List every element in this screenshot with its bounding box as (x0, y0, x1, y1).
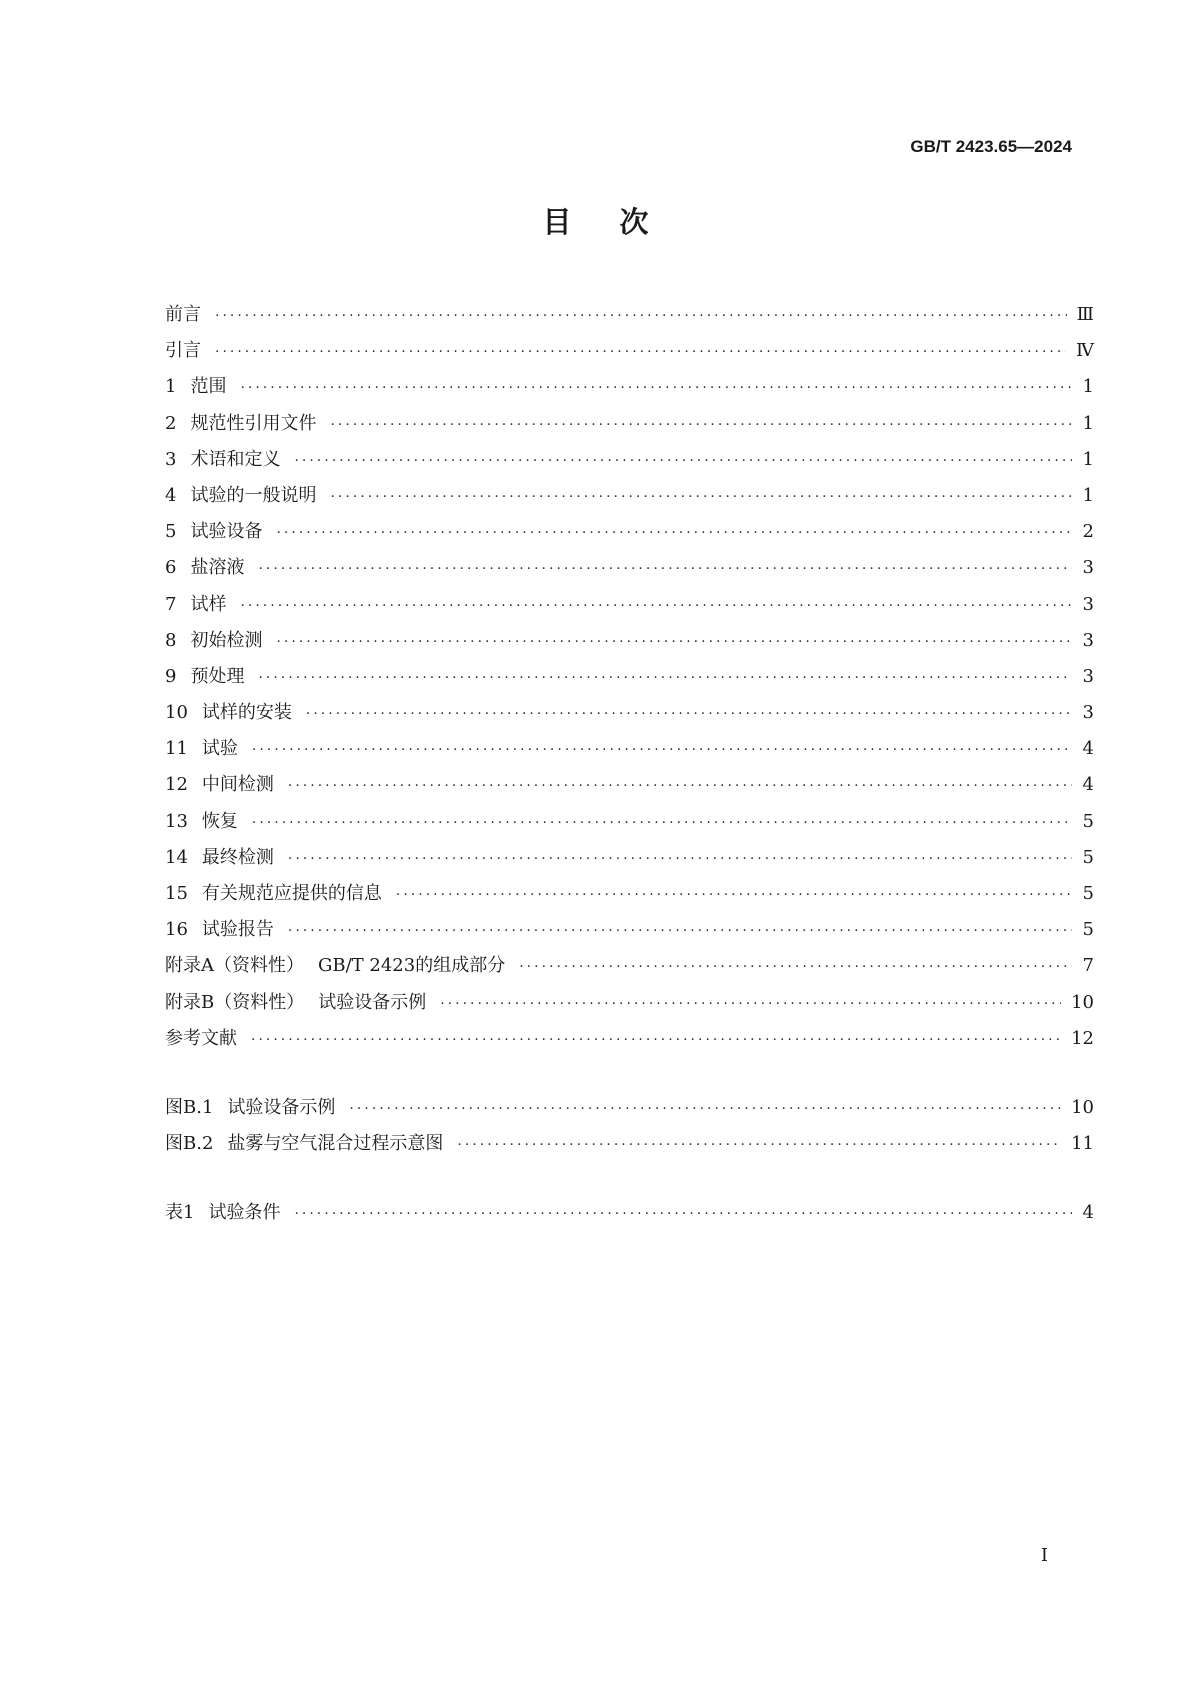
toc-entry-number: 16 (165, 919, 188, 941)
table-entry[interactable] (165, 1198, 1094, 1234)
toc-entry-page: 4 (1082, 1202, 1094, 1224)
toc-entry-number: 附录B（资料性） (165, 991, 305, 1013)
standard-code: GB/T 2423.65—2024 (910, 137, 1072, 156)
toc-entry-label: 前言 (165, 304, 201, 325)
dot-leader (215, 308, 1067, 324)
toc-entry-number: 图B.2 (165, 1133, 214, 1155)
dot-leader (294, 1206, 1072, 1222)
toc-entry-label: 试样的安装 (201, 702, 292, 724)
toc-entry-page: 1 (1082, 376, 1094, 398)
toc-entry-page: Ⅳ (1076, 340, 1094, 362)
toc-entry-label: 参考文献 (165, 1027, 237, 1049)
toc-entry-label: 盐雾与空气混合过程示意图 (227, 1133, 444, 1155)
toc-entry[interactable] (165, 300, 1094, 336)
toc-entry[interactable] (165, 517, 1094, 553)
toc-entry-page: 10 (1071, 1096, 1094, 1118)
toc-entry[interactable] (165, 988, 1094, 1024)
toc-entry[interactable] (165, 445, 1094, 481)
toc-entry-page: 5 (1082, 883, 1094, 904)
toc-entry-page: 11 (1071, 1133, 1094, 1155)
toc-entry[interactable] (165, 1024, 1094, 1060)
toc-entry-label: 预处理 (190, 665, 245, 687)
toc-entry-label: 术语和定义 (190, 448, 281, 470)
toc-entry-number: 9 (165, 665, 177, 687)
toc-entry[interactable] (165, 734, 1094, 770)
page-title: 目次 (542, 205, 697, 239)
toc-entry-label: 规范性引用文件 (190, 412, 317, 434)
dot-leader (440, 996, 1061, 1012)
toc-entry-number: 5 (165, 521, 177, 543)
toc-entry[interactable] (165, 951, 1094, 987)
toc-entry-label: 初始检测 (190, 629, 263, 651)
toc-entry[interactable] (165, 336, 1094, 372)
dot-leader (240, 380, 1072, 396)
toc-entry[interactable] (165, 915, 1094, 951)
dot-leader (330, 417, 1072, 433)
toc-entry-page: 3 (1082, 629, 1094, 651)
toc-entry-label: 试验设备示例 (227, 1096, 336, 1118)
toc-entry-number: 图B.1 (165, 1096, 214, 1118)
toc-entry-page: 4 (1082, 738, 1094, 760)
toc-entry-number: 3 (165, 448, 177, 470)
toc-entry-label: 试验设备 (190, 521, 263, 543)
toc-entry[interactable] (165, 481, 1094, 517)
dot-leader (252, 815, 1072, 831)
toc-entry-page: 4 (1082, 774, 1094, 796)
toc-entry-label: 引言 (165, 340, 201, 362)
dot-leader (258, 561, 1072, 577)
toc-entry-page: 3 (1082, 665, 1094, 687)
dot-leader (276, 634, 1072, 650)
dot-leader (240, 598, 1072, 614)
toc-entry-number: 2 (165, 412, 177, 434)
toc-entry-label: 有关规范应提供的信息 (201, 883, 382, 904)
toc-entry-page: 3 (1082, 557, 1094, 579)
toc-entry-number: 6 (165, 557, 177, 579)
toc-entry-label: 范围 (190, 376, 227, 398)
toc-entry[interactable] (165, 662, 1094, 698)
dot-leader (252, 742, 1072, 758)
dot-leader (288, 923, 1072, 939)
dot-leader (288, 851, 1072, 867)
dot-leader (288, 778, 1072, 794)
toc-entry[interactable] (165, 843, 1094, 879)
dot-leader (276, 525, 1072, 541)
toc-entry-page: 12 (1071, 1027, 1094, 1049)
toc-entry[interactable] (165, 590, 1094, 626)
toc-entry-number: 11 (165, 738, 188, 760)
toc-entry-page: 7 (1082, 955, 1094, 977)
dot-leader (215, 344, 1066, 360)
toc-entry-label: 试验设备示例 (318, 991, 427, 1013)
toc-entry-page: Ⅲ (1076, 304, 1094, 325)
dot-leader (457, 1137, 1061, 1153)
toc-entry[interactable] (165, 698, 1094, 734)
toc-entry-label: 恢复 (201, 810, 238, 832)
toc-entry-label: 最终检测 (201, 846, 274, 868)
toc-entry-number: 1 (165, 376, 177, 398)
toc-entry-label: 试样 (190, 593, 227, 615)
toc-entry-number: 8 (165, 629, 177, 651)
toc-entry-number: 7 (165, 593, 177, 615)
toc-entry[interactable] (165, 770, 1094, 806)
toc-entry-page: 1 (1082, 484, 1094, 506)
toc-entry-page: 1 (1082, 448, 1094, 470)
toc-entry[interactable] (165, 807, 1094, 843)
toc-entry-number: 附录A（资料性） (165, 955, 304, 977)
toc-entry-number: 15 (165, 883, 188, 904)
toc-entry-page: 5 (1082, 919, 1094, 941)
dot-leader (294, 453, 1072, 469)
dot-leader (519, 959, 1072, 975)
toc-entry-label: 试验报告 (201, 919, 274, 941)
toc-entry-label: 试验条件 (208, 1202, 281, 1224)
toc-entry[interactable] (165, 409, 1094, 445)
toc-entry-page: 3 (1082, 593, 1094, 615)
toc-entry-number: 表1 (165, 1202, 195, 1224)
figure-entry[interactable] (165, 1093, 1094, 1129)
toc-entry-number: 10 (165, 702, 188, 724)
toc-entry-page: 5 (1082, 810, 1094, 832)
toc-entry[interactable] (165, 879, 1094, 915)
toc-entry-number: 4 (165, 484, 177, 506)
figure-entry[interactable] (165, 1129, 1094, 1165)
toc-entry-label: 试验 (201, 738, 238, 760)
toc-entry[interactable] (165, 626, 1094, 662)
page-number: I (1040, 1545, 1048, 1566)
dot-leader (349, 1101, 1061, 1117)
toc-entry-page: 3 (1082, 702, 1094, 724)
toc-entry-page: 10 (1071, 991, 1094, 1013)
dot-leader (251, 1032, 1061, 1048)
toc-entry-label: 盐溶液 (190, 557, 245, 579)
toc-entry-label: 中间检测 (201, 774, 274, 796)
toc-entry-page: 5 (1082, 846, 1094, 868)
toc-entry-page: 2 (1082, 521, 1094, 543)
dot-leader (396, 887, 1072, 903)
toc-entry-page: 1 (1082, 412, 1094, 434)
dot-leader (258, 670, 1072, 686)
table-of-contents (165, 300, 1094, 1235)
toc-entry[interactable] (165, 553, 1094, 589)
dot-leader (330, 489, 1072, 505)
toc-entry-number: 12 (165, 774, 188, 796)
toc-entry-label: GB/T 2423的组成部分 (318, 955, 506, 977)
dot-leader (306, 706, 1072, 722)
toc-entry[interactable] (165, 372, 1094, 408)
toc-entry-number: 13 (165, 810, 188, 832)
toc-entry-label: 试验的一般说明 (190, 484, 317, 506)
toc-entry-number: 14 (165, 846, 188, 868)
